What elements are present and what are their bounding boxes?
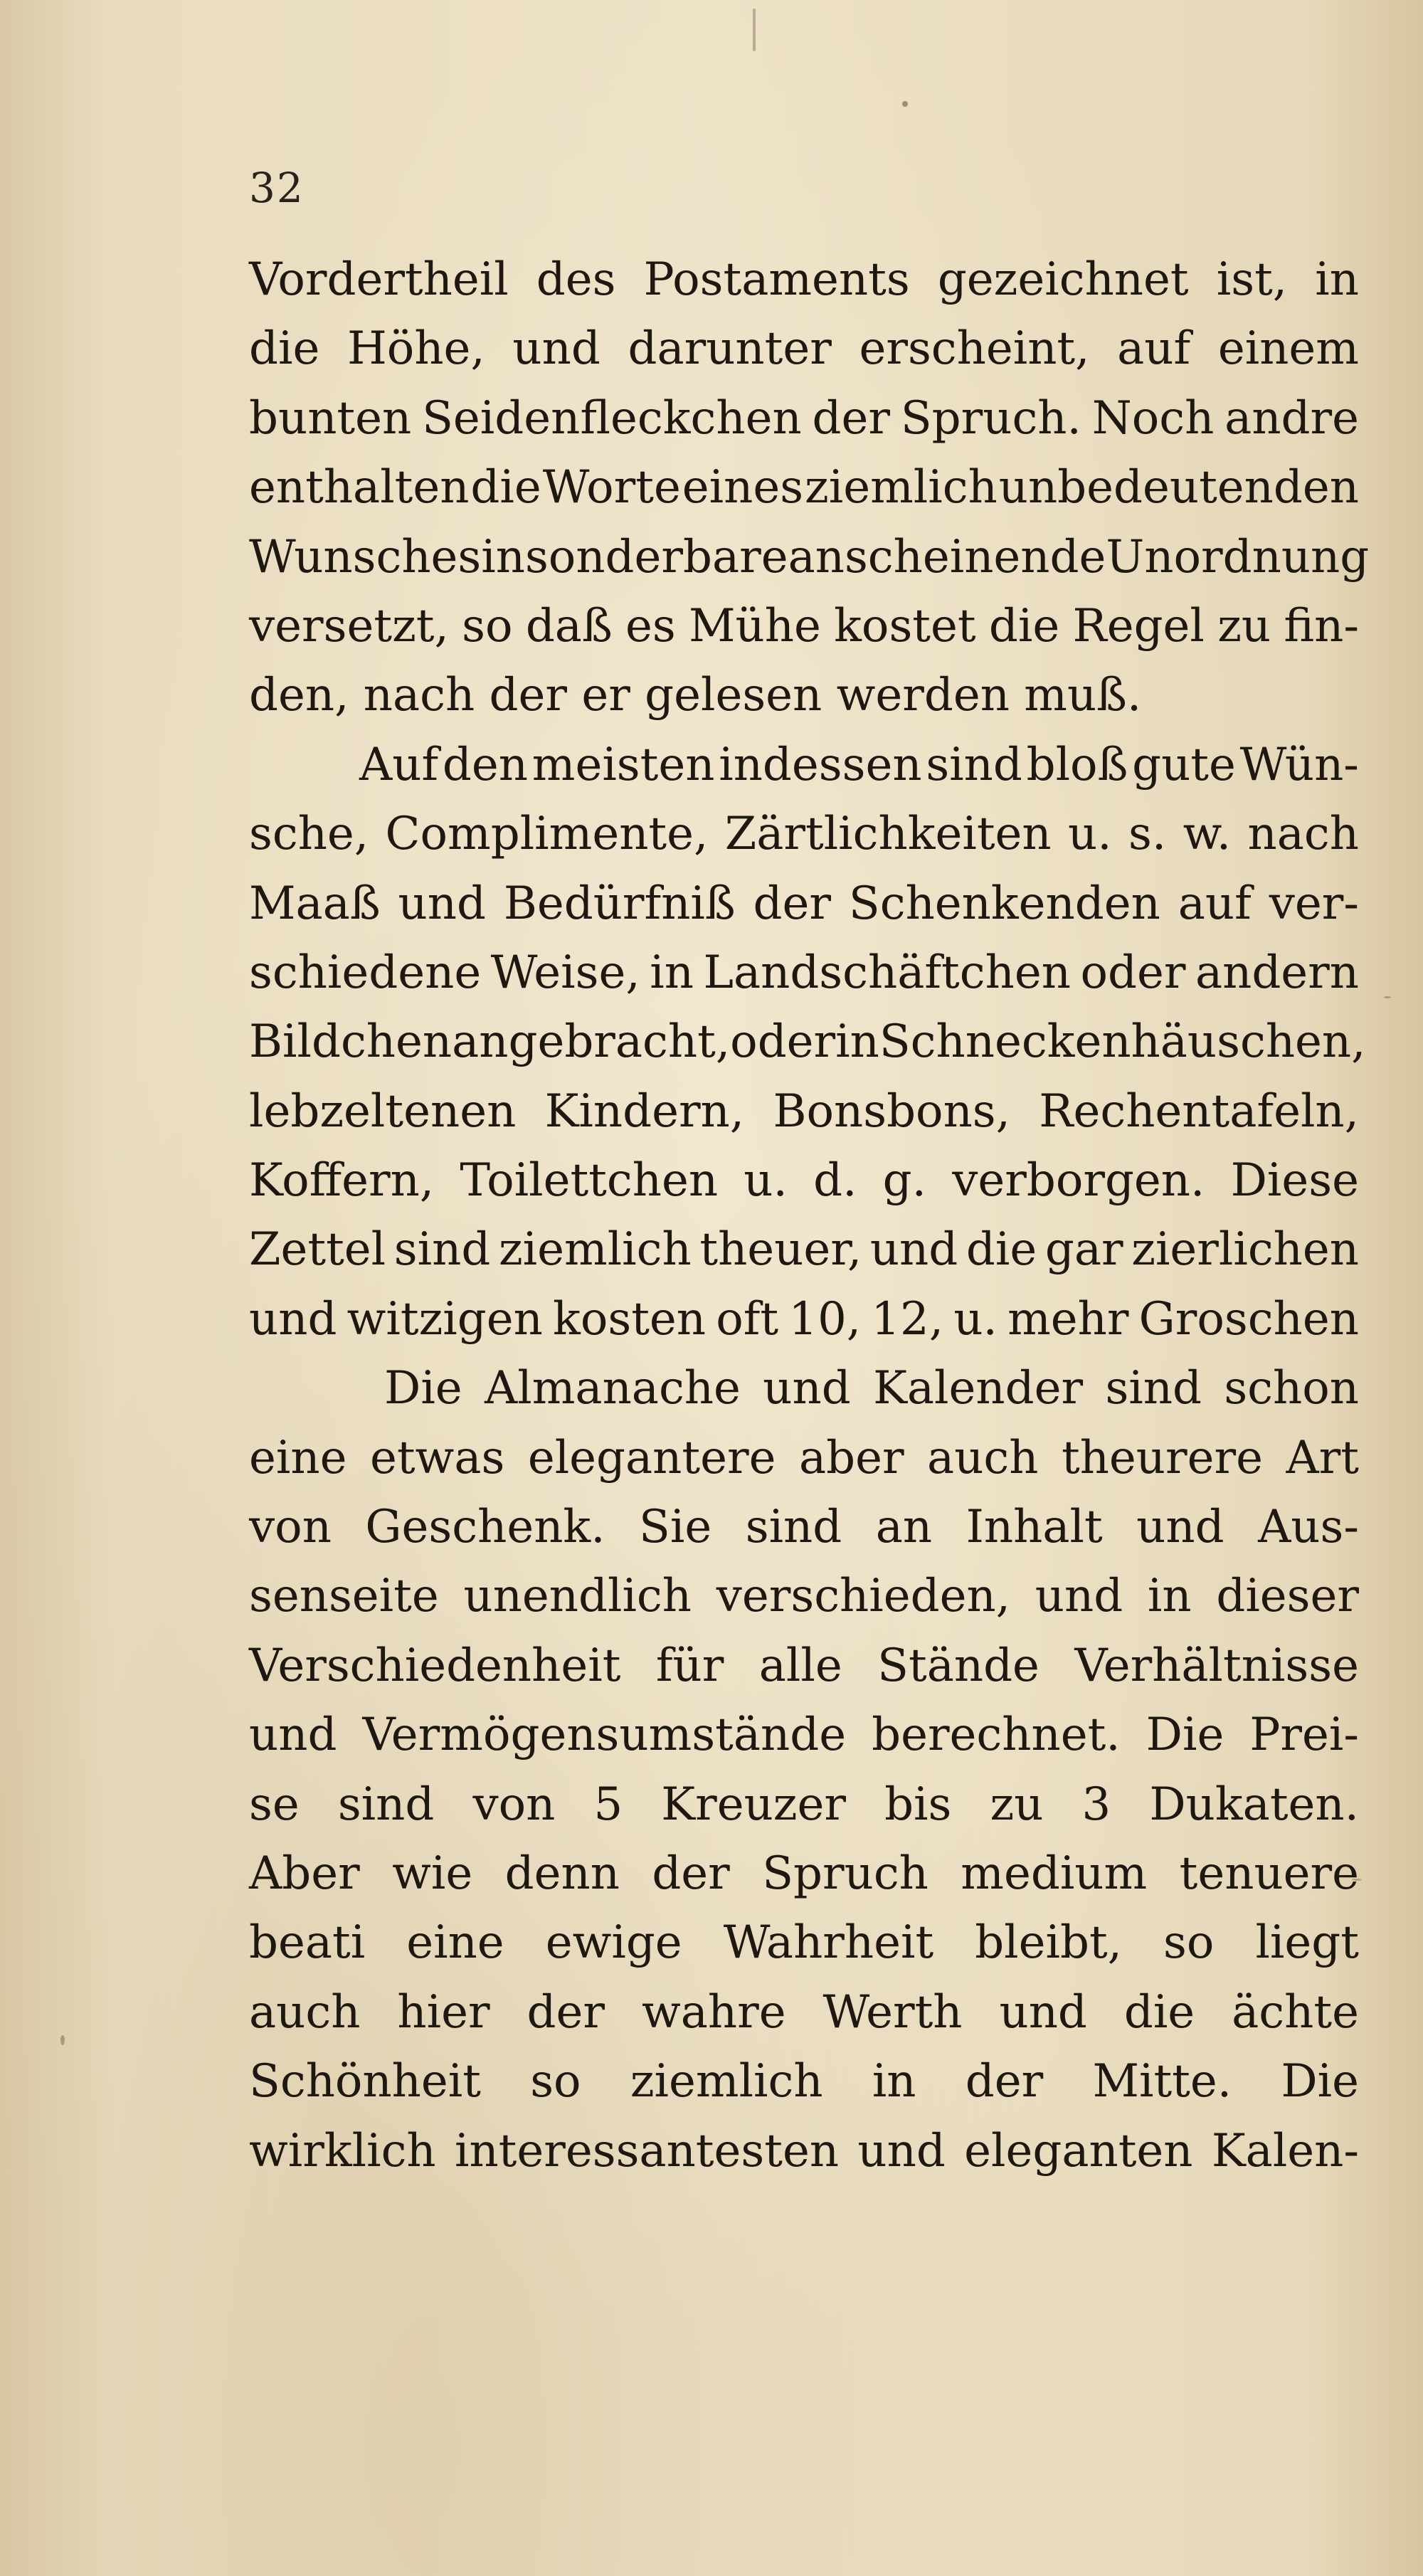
word: u. (744, 1154, 788, 1208)
text-line (249, 1215, 1359, 1284)
word: schiedene (249, 946, 482, 999)
word: kosten (553, 1292, 706, 1346)
word: auch (927, 1431, 1039, 1484)
text-line (249, 661, 1359, 730)
word: zu (1217, 599, 1271, 653)
word: Zettel (249, 1223, 386, 1277)
word: witzigen (347, 1292, 543, 1346)
word: ächte (1232, 1985, 1359, 2039)
word: 5 (593, 1778, 623, 1831)
word: Zärtlichkeiten (724, 808, 1052, 861)
word: 10, (788, 1292, 862, 1346)
word: Inhalt (966, 1501, 1103, 1554)
word: sind (337, 1778, 435, 1831)
word: enthalten (249, 461, 470, 514)
word: sind (1105, 1362, 1202, 1415)
word: der (753, 877, 831, 930)
word: interessantesten (454, 2124, 840, 2178)
word: sche, (249, 808, 369, 861)
word: eleganten (964, 2124, 1193, 2178)
word: von (472, 1778, 556, 1831)
word: Spruch (762, 1847, 929, 1900)
word: fin- (1284, 599, 1359, 653)
word: daß (525, 599, 613, 653)
word: andern (1195, 946, 1359, 999)
word: in (481, 530, 525, 584)
word: Almanache (485, 1362, 741, 1415)
text-line (249, 246, 1359, 315)
word: in (872, 2055, 916, 2108)
word: des (536, 253, 616, 306)
word: für (655, 1639, 724, 1692)
word: bleibt, (975, 1916, 1122, 1970)
word: Kindern, (544, 1084, 745, 1138)
word: Wunsches (249, 530, 482, 584)
text-line (249, 800, 1359, 869)
word: w. (1183, 808, 1232, 861)
word: es (625, 599, 676, 653)
word: Geschenk. (365, 1501, 605, 1554)
text-line (249, 870, 1359, 939)
word: indessen (719, 738, 922, 791)
word: die (966, 1223, 1037, 1277)
text-line (249, 939, 1359, 1008)
word: Werth (822, 1985, 963, 2039)
word: Bonsbons, (773, 1084, 1010, 1138)
text-line (249, 1146, 1359, 1215)
word: Auf (359, 738, 439, 791)
word: Unordnung (1106, 530, 1370, 584)
word: zu (990, 1778, 1044, 1831)
word: u. (1068, 808, 1112, 861)
word: nach (1247, 808, 1359, 861)
word: Spruch. (900, 391, 1081, 445)
word: Art (1286, 1431, 1359, 1484)
word: Bildchen (249, 1015, 453, 1069)
word: Kalender (873, 1362, 1084, 1415)
word: muß. (1024, 669, 1142, 722)
text-line (249, 592, 1359, 661)
word: erscheint, (859, 322, 1090, 376)
word: in (1315, 253, 1359, 306)
word: der (812, 391, 890, 445)
word: Vordertheil (249, 253, 509, 306)
word: Complimente, (385, 808, 709, 861)
word: verschieden, (716, 1570, 1010, 1623)
word: Kreuzer (661, 1778, 846, 1831)
word: liegt (1255, 1916, 1359, 1970)
word: elegantere (527, 1431, 776, 1484)
word: ziemlich (630, 2055, 823, 2108)
word: Stände (877, 1639, 1040, 1692)
word: den, (249, 669, 349, 722)
word: und (763, 1362, 851, 1415)
word: angebracht, (452, 1015, 731, 1069)
word: alle (758, 1639, 842, 1692)
word: lebzeltenen (249, 1084, 517, 1138)
text-line (249, 1770, 1359, 1839)
text-line (249, 1493, 1359, 1562)
word: gelesen (645, 669, 822, 722)
word: wirklich (249, 2124, 436, 2178)
text-line (249, 2047, 1359, 2116)
text-line (249, 2117, 1359, 2186)
word: wahre (641, 1985, 786, 2039)
word: Maaß (249, 877, 381, 930)
word: eines (682, 461, 804, 514)
text-line (249, 1354, 1359, 1423)
word: tenuere (1179, 1847, 1359, 1900)
word: theurere (1061, 1431, 1263, 1484)
word: senseite (249, 1570, 439, 1623)
word: und (869, 1223, 958, 1277)
word: darunter (628, 322, 832, 376)
word: Kalen- (1211, 2124, 1359, 2178)
word: bloß (1026, 738, 1128, 791)
word: anscheinende (788, 530, 1106, 584)
word: die (249, 322, 320, 376)
word: Vermögensumstände (362, 1709, 847, 1762)
word: Aus- (1258, 1501, 1359, 1554)
word: Mühe (689, 599, 821, 653)
word: zierlichen (1131, 1223, 1359, 1277)
word: sind (393, 1223, 491, 1277)
word: so (1163, 1916, 1215, 1970)
word: 3 (1081, 1778, 1111, 1831)
word: Dukaten. (1149, 1778, 1359, 1831)
word: denn (504, 1847, 620, 1900)
word: der (965, 2055, 1044, 2108)
word: d. (813, 1154, 857, 1208)
word: s. (1128, 808, 1167, 861)
word: auf (1178, 877, 1252, 930)
text-line (249, 1978, 1359, 2047)
word: Noch (1091, 391, 1215, 445)
word: der (489, 669, 567, 722)
word: Sie (639, 1501, 712, 1554)
word: gezeichnet (937, 253, 1189, 306)
page-number: 32 (249, 164, 305, 212)
word: Seidenfleckchen (422, 391, 802, 445)
word: bunten (249, 391, 412, 445)
word: den (442, 738, 528, 791)
word: von (249, 1501, 332, 1554)
word: auch (249, 1985, 361, 2039)
word: medium (961, 1847, 1148, 1900)
word: oder (1080, 946, 1186, 999)
word: dieser (1216, 1570, 1359, 1623)
word: Schönheit (249, 2055, 481, 2108)
word: und (1035, 1570, 1123, 1623)
word: an (875, 1501, 933, 1554)
word: verborgen. (952, 1154, 1205, 1208)
text-line (249, 1077, 1359, 1146)
word: Die (384, 1362, 462, 1415)
word: bis (884, 1778, 952, 1831)
word: ziemlich (498, 1223, 692, 1277)
word: der (527, 1985, 605, 2039)
word: Die (1281, 2055, 1359, 2108)
word: se (249, 1778, 300, 1831)
word: meisten (531, 738, 715, 791)
word: etwas (369, 1431, 505, 1484)
word: wie (392, 1847, 473, 1900)
text-line (249, 1632, 1359, 1701)
word: ist, (1216, 253, 1288, 306)
word: Schenkenden (848, 877, 1160, 930)
word: und (999, 1985, 1087, 2039)
word: Wahrheit (723, 1916, 934, 1970)
word: g. (882, 1154, 926, 1208)
text-line (249, 1424, 1359, 1493)
word: Die (1146, 1709, 1224, 1762)
text-line (249, 384, 1359, 453)
text-line (249, 1839, 1359, 1909)
word: schon (1224, 1362, 1359, 1415)
word: Schneckenhäuschen, (879, 1015, 1366, 1069)
word: Weise, (490, 946, 640, 999)
word: aber (798, 1431, 904, 1484)
word: Groschen (1138, 1292, 1359, 1346)
text-line (249, 523, 1370, 592)
word: kostet (834, 599, 976, 653)
text-line (249, 453, 1359, 522)
word: und (249, 1709, 337, 1762)
word: Postaments (643, 253, 910, 306)
word: unbedeutenden (998, 461, 1359, 514)
word: in (835, 1015, 879, 1069)
word: Toilettchen (460, 1154, 719, 1208)
word: Verhältnisse (1074, 1639, 1359, 1692)
word: der (652, 1847, 730, 1900)
word: in (1147, 1570, 1192, 1623)
word: auf (1117, 322, 1191, 376)
text-line (249, 1562, 1359, 1631)
word: und (398, 877, 486, 930)
word: eine (406, 1916, 504, 1970)
word: theuer, (699, 1223, 862, 1277)
word: hier (397, 1985, 490, 2039)
word: Höhe, (347, 322, 485, 376)
word: oft (716, 1292, 779, 1346)
text-line (249, 315, 1359, 384)
word: Wün- (1239, 738, 1359, 791)
word: Bedürfniß (503, 877, 736, 930)
text-line (249, 1285, 1359, 1354)
text-line (249, 1008, 1366, 1077)
word: gar (1044, 1223, 1123, 1277)
word: Landschäftchen (703, 946, 1071, 999)
word: nach (363, 669, 475, 722)
word: werden (836, 669, 1010, 722)
word: Aber (249, 1847, 360, 1900)
word: andre (1224, 391, 1359, 445)
word: versetzt, (249, 599, 449, 653)
word: 12, (871, 1292, 944, 1346)
word: oder (730, 1015, 836, 1069)
word: ziemlich (805, 461, 998, 514)
word: und (249, 1292, 337, 1346)
word: Regel (1072, 599, 1205, 653)
word: u. (953, 1292, 998, 1346)
word: unendlich (463, 1570, 692, 1623)
word: Verschiedenheit (249, 1639, 621, 1692)
word: die (988, 599, 1060, 653)
word: berechnet. (872, 1709, 1121, 1762)
word: eine (249, 1431, 347, 1484)
word: und (857, 2124, 946, 2178)
word: und (512, 322, 601, 376)
word: sind (926, 738, 1022, 791)
word: ver- (1269, 877, 1359, 930)
word: er (581, 669, 630, 722)
word: Prei- (1249, 1709, 1359, 1762)
word: Mitte. (1092, 2055, 1232, 2108)
word: Rechentafeln, (1039, 1084, 1359, 1138)
word: Koffern, (249, 1154, 435, 1208)
word: beati (249, 1916, 366, 1970)
word: so (530, 2055, 581, 2108)
word: mehr (1007, 1292, 1129, 1346)
text-line (249, 1701, 1359, 1770)
word: in (650, 946, 694, 999)
word: einem (1217, 322, 1359, 376)
word: die (470, 461, 541, 514)
word: Diese (1230, 1154, 1359, 1208)
word: so (462, 599, 513, 653)
body-text (249, 246, 1370, 2186)
word: Worte (542, 461, 681, 514)
word: die (1123, 1985, 1195, 2039)
text-line (249, 731, 1359, 800)
word: gute (1132, 738, 1236, 791)
word: sonderbare (524, 530, 788, 584)
word: ewige (545, 1916, 682, 1970)
text-line (249, 1909, 1359, 1978)
word: sind (745, 1501, 842, 1554)
word: und (1136, 1501, 1224, 1554)
